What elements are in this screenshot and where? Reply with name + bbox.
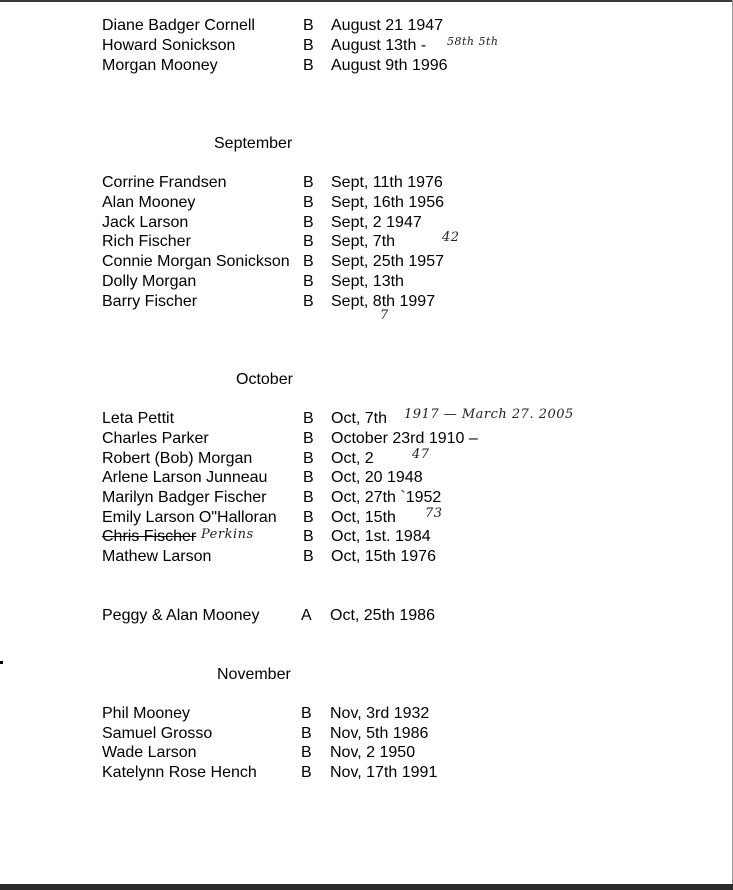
entry-name: Corrine Frandsen <box>102 174 227 191</box>
entry-date: Sept, 25th 1957 <box>331 253 444 270</box>
handwritten-note: 42 <box>442 230 460 245</box>
entry-name: Diane Badger Cornell <box>102 17 255 34</box>
entry-code: B <box>303 233 314 250</box>
month-heading-november: November <box>217 666 291 683</box>
entry-date: August 9th 1996 <box>331 57 448 74</box>
entry-name: Wade Larson <box>102 744 197 761</box>
handwritten-note: 7 <box>380 308 389 323</box>
entry-code: B <box>303 509 314 526</box>
list-item <box>102 547 542 567</box>
entry-code: B <box>303 174 314 191</box>
entry-name: Samuel Grosso <box>102 725 213 742</box>
list-item <box>102 213 542 233</box>
entry-date: Oct, 15th <box>331 509 396 526</box>
entry-code: B <box>301 764 312 781</box>
entry-date: Sept, 16th 1956 <box>331 194 444 211</box>
entry-date: Nov, 17th 1991 <box>330 764 438 781</box>
entry-name: Peggy & Alan Mooney <box>102 607 260 624</box>
entry-date: August 21 1947 <box>331 17 444 34</box>
entry-name: Barry Fischer <box>102 293 198 310</box>
handwritten-note: Perkins <box>201 527 254 542</box>
entry-name: Mathew Larson <box>102 548 212 565</box>
handwritten-note: 1917 — March 27. 2005 <box>404 407 574 422</box>
list-item <box>102 173 542 193</box>
list-item <box>102 704 542 724</box>
entry-code: B <box>303 410 314 427</box>
entry-name: Alan Mooney <box>102 194 196 211</box>
entry-name: Dolly Morgan <box>102 273 197 290</box>
list-item <box>102 56 542 76</box>
handwritten-note: 58th 5th <box>447 35 499 48</box>
list-item <box>102 743 542 763</box>
entry-name: Leta Pettit <box>102 410 175 427</box>
entry-date: October 23rd 1910 – <box>331 430 478 447</box>
entry-code: B <box>301 725 312 742</box>
entry-code: B <box>301 744 312 761</box>
list-item <box>102 232 542 252</box>
list-item <box>102 409 622 429</box>
entry-name: Katelynn Rose Hench <box>102 764 257 781</box>
entry-code: B <box>303 17 314 34</box>
entry-date: Sept, 2 1947 <box>331 214 422 231</box>
entry-code: B <box>303 528 314 545</box>
entry-date: Oct, 1st. 1984 <box>331 528 431 545</box>
entry-name: Emily Larson O"Halloran <box>102 509 277 526</box>
month-heading-september: September <box>214 135 293 152</box>
entry-code: B <box>301 705 312 722</box>
entry-name: Rich Fischer <box>102 233 191 250</box>
entry-date: Nov, 5th 1986 <box>330 725 429 742</box>
entry-name: Marilyn Badger Fischer <box>102 489 267 506</box>
list-item <box>102 527 542 547</box>
entry-date: Sept, 13th <box>331 273 404 290</box>
month-heading-october: October <box>236 371 293 388</box>
handwritten-note: 47 <box>412 447 430 462</box>
entry-code: B <box>303 469 314 486</box>
entry-date: Oct, 2 <box>331 450 374 467</box>
entry-name: Phil Mooney <box>102 705 191 722</box>
list-item <box>102 429 542 449</box>
entry-code: B <box>303 489 314 506</box>
entry-date: Sept, 7th <box>331 233 396 250</box>
entry-date: Oct, 25th 1986 <box>330 607 435 624</box>
entry-date: Sept, 8th 1997 <box>331 293 436 310</box>
list-item <box>102 193 542 213</box>
entry-date: August 13th - <box>331 37 427 54</box>
entry-code: B <box>303 430 314 447</box>
entry-date: Nov, 2 1950 <box>330 744 416 761</box>
entry-code: B <box>303 253 314 270</box>
list-item <box>102 606 542 626</box>
entry-date: Oct, 7th <box>331 410 388 427</box>
list-item <box>102 292 542 323</box>
entry-date: Sept, 11th 1976 <box>331 174 443 191</box>
entry-date: Nov, 3rd 1932 <box>330 705 430 722</box>
entry-code: B <box>303 293 314 310</box>
entry-name: Robert (Bob) Morgan <box>102 450 253 467</box>
entry-name: Charles Parker <box>102 430 209 447</box>
list-item <box>102 252 542 272</box>
entry-date: Oct, 20 1948 <box>331 469 423 486</box>
entry-code: B <box>303 57 314 74</box>
entry-name: Morgan Mooney <box>102 57 218 74</box>
entry-name: Jack Larson <box>102 214 189 231</box>
entry-name: Connie Morgan Sonickson <box>102 253 290 270</box>
entry-code: B <box>303 214 314 231</box>
list-item <box>102 449 542 469</box>
entry-code: B <box>303 273 314 290</box>
entry-code: B <box>303 194 314 211</box>
list-item <box>102 36 542 56</box>
list-item <box>102 508 542 528</box>
entry-name-struck: Chris Fischer <box>102 528 197 545</box>
entry-name <box>102 527 196 547</box>
list-item <box>102 272 542 292</box>
list-item <box>102 763 542 783</box>
entry-code: B <box>303 548 314 565</box>
handwritten-note: 73 <box>425 506 443 521</box>
entry-date: Oct, 15th 1976 <box>331 548 436 565</box>
entry-code: B <box>303 37 314 54</box>
list-item <box>102 724 542 744</box>
list-item <box>102 488 542 508</box>
entry-code: A <box>301 607 312 624</box>
entry-name: Howard Sonickson <box>102 37 236 54</box>
list-item <box>102 468 542 488</box>
entry-code: B <box>303 450 314 467</box>
entry-name: Arlene Larson Junneau <box>102 469 268 486</box>
entry-date: Oct, 27th `1952 <box>331 489 442 506</box>
